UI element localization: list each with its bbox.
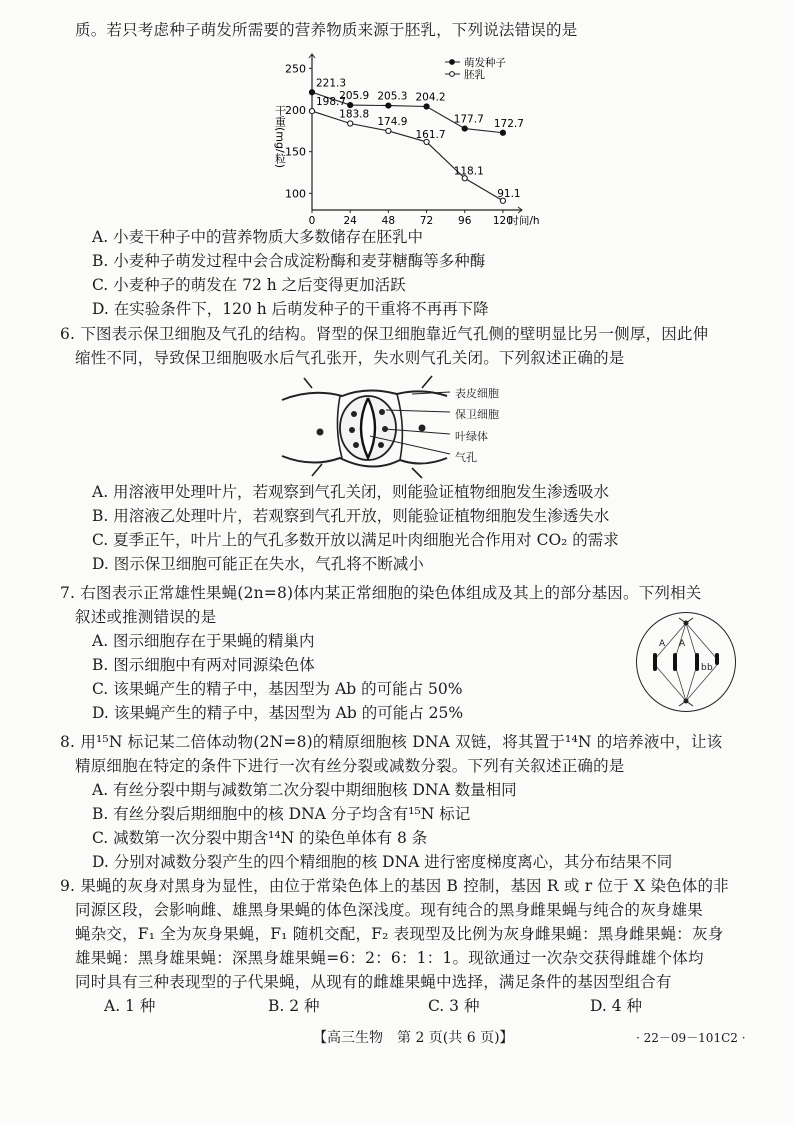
q9-stem-line1: 9. 果蝇的灰身对黑身为显性，由位于常染色体上的基因 B 控制，基因 R 或 r 位于 X 染色体的非 [60,877,729,895]
data-label: 183.8 [339,108,370,121]
q7-option-c: C. 该果蝇产生的精子中，基因型为 Ab 的可能占 50% [92,680,463,698]
gene-label-a1: A [659,639,666,649]
data-point [348,121,353,126]
q6-stem-line2: 缩性不同，导致保卫细胞吸水后气孔张开，失水则气孔关闭。下列叙述正确的是 [75,349,625,367]
data-label: 177.7 [453,113,484,126]
x-tick-label: 0 [308,215,316,227]
y-tick-label: 250 [285,62,306,76]
data-point [462,126,467,131]
x-tick-label: 72 [419,215,434,227]
x-axis-label: 时间/h [508,215,540,227]
label-stoma: 气孔 [455,451,477,464]
dry-weight-chart [270,48,540,228]
footer-page-number: 【高三生物 第 2 页(共 6 页)】 [313,1030,514,1046]
q6-option-a: A. 用溶液甲处理叶片，若观察到气孔关闭，则能验证植物细胞发生渗透吸水 [92,483,610,501]
data-label: 161.7 [415,128,446,141]
data-label: 221.3 [316,77,347,90]
y-tick-label: 200 [285,104,306,117]
q6-option-c: C. 夏季正午，叶片上的气孔多数开放以满足叶肉细胞光合作用对 CO₂ 的需求 [92,531,619,549]
q5-option-c: C. 小麦种子的萌发在 72 h 之后变得更加活跃 [92,276,406,294]
q5-option-a: A. 小麦干种子中的营养物质大多数储存在胚乳中 [92,228,424,246]
q9-option-c: C. 3 种 [428,997,480,1015]
legend-marker [450,60,455,65]
chromosome [695,653,699,671]
data-label: 174.9 [377,115,408,128]
q5-option-b: B. 小麦种子萌发过程中会合成淀粉酶和麦芽糖酶等多种酶 [92,252,486,270]
data-point [500,130,505,135]
data-point [348,102,353,107]
data-label: 118.1 [453,165,484,178]
data-point [386,128,391,133]
q8-stem-line1: 8. 用¹⁵N 标记某二倍体动物(2N=8)的精原细胞核 DNA 双链，将其置于¹⁴N 的培养液中，让该 [60,733,723,751]
x-tick-label: 24 [343,215,357,227]
q9-stem-line2: 同源区段，会影响雌、雄黑身果蝇的体色深浅度。现有纯合的黑身雌果蝇与纯合的灰身雄果 [75,901,704,919]
label-guard-cell: 保卫细胞 [455,408,499,421]
gene-label-b2: b [707,663,713,673]
data-point [309,108,314,113]
data-label: 205.3 [377,90,408,103]
y-tick-label: 150 [285,145,306,159]
data-label: 172.7 [493,117,524,130]
data-label: 91.1 [497,187,521,200]
q8-option-b: B. 有丝分裂后期细胞中的核 DNA 分子均含有¹⁵N 标记 [92,805,471,823]
q7-option-a: A. 图示细胞存在于果蝇的精巢内 [92,632,315,650]
q9-stem-line5: 同时具有三种表现型的子代果蝇，从现有的雌雄果蝇中选择，满足条件的基因型组合有 [75,973,672,991]
q8-option-a: A. 有丝分裂中期与减数第二次分裂中期细胞核 DNA 数量相同 [92,781,517,799]
q5-option-d: D. 在实验条件下，120 h 后萌发种子的干重将不再再下降 [92,300,489,318]
data-label: 204.2 [415,91,446,104]
y-tick-label: 100 [285,187,306,201]
stoma-diagram [282,382,450,477]
gene-label-a2: A [679,639,686,649]
q6-stem-line1: 6. 下图表示保卫细胞及气孔的结构。肾型的保卫细胞靠近气孔侧的壁明显比另一侧厚，因此伸 [60,325,709,343]
q7-option-b: B. 图示细胞中有两对同源染色体 [92,656,315,674]
q6-option-b: B. 用溶液乙处理叶片，若观察到气孔开放，则能验证植物细胞发生渗透失水 [92,507,610,525]
data-point [424,104,429,109]
q8-option-c: C. 减数第一次分裂中期含¹⁴N 的染色单体有 8 条 [92,829,428,847]
legend-marker [450,72,455,77]
q8-stem-line2: 精原细胞在特定的条件下进行一次有丝分裂或减数分裂。下列有关叙述正确的是 [75,757,625,775]
legend-label: 萌发种子 [464,57,506,69]
chromosome [715,653,719,665]
q9-option-a: A. 1 种 [104,997,156,1015]
q5-stem: 质。若只考虑种子萌发所需要的营养物质来源于胚乳，下列说法错误的是 [75,21,578,39]
label-epidermal-cell: 表皮细胞 [455,387,499,400]
chromosome [673,653,677,671]
x-tick-label: 120 [492,215,513,227]
q8-option-d: D. 分别对减数分裂产生的四个精细胞的核 DNA 进行密度梯度离心，其分布结果不同 [92,853,673,871]
q7-option-d: D. 该果蝇产生的精子中，基因型为 Ab 的可能占 25% [92,704,464,722]
cell-division-diagram [636,612,736,712]
legend-label: 胚乳 [464,69,485,81]
q6-option-d: D. 图示保卫细胞可能正在失水，气孔将不断减小 [92,555,424,573]
x-tick-label: 48 [381,215,396,227]
q7-stem-line2: 叙述或推测错误的是 [75,608,217,626]
data-label: 205.9 [339,90,370,103]
y-axis-label: 干重(mg/粒) [273,105,287,168]
q9-option-b: B. 2 种 [268,997,320,1015]
x-tick-label: 96 [458,215,472,227]
q9-option-d: D. 4 种 [590,997,643,1015]
data-point [386,103,391,108]
q9-stem-line4: 雄果蝇：黑身雄果蝇：深黑身雄果蝇=6：2：6：1：1。现欲通过一次杂交获得雌雄个体均 [75,949,704,967]
footer-code: · 22－09－101C2 · [636,1031,746,1045]
data-point [309,90,314,95]
q9-stem-line3: 蝇杂交，F₁ 全为灰身果蝇，F₁ 随机交配，F₂ 表现型及比例为灰身雌果蝇：黑身雌果蝇：灰身 [75,925,724,943]
gene-label-b1: b [701,663,707,673]
data-label: 198.7 [316,96,347,109]
label-chloroplast: 叶绿体 [455,430,488,443]
chromosome [653,653,657,671]
q7-stem-line1: 7. 右图表示正常雄性果蝇(2n=8)体内某正常细胞的染色体组成及其上的部分基因。下列相关 [60,584,702,602]
